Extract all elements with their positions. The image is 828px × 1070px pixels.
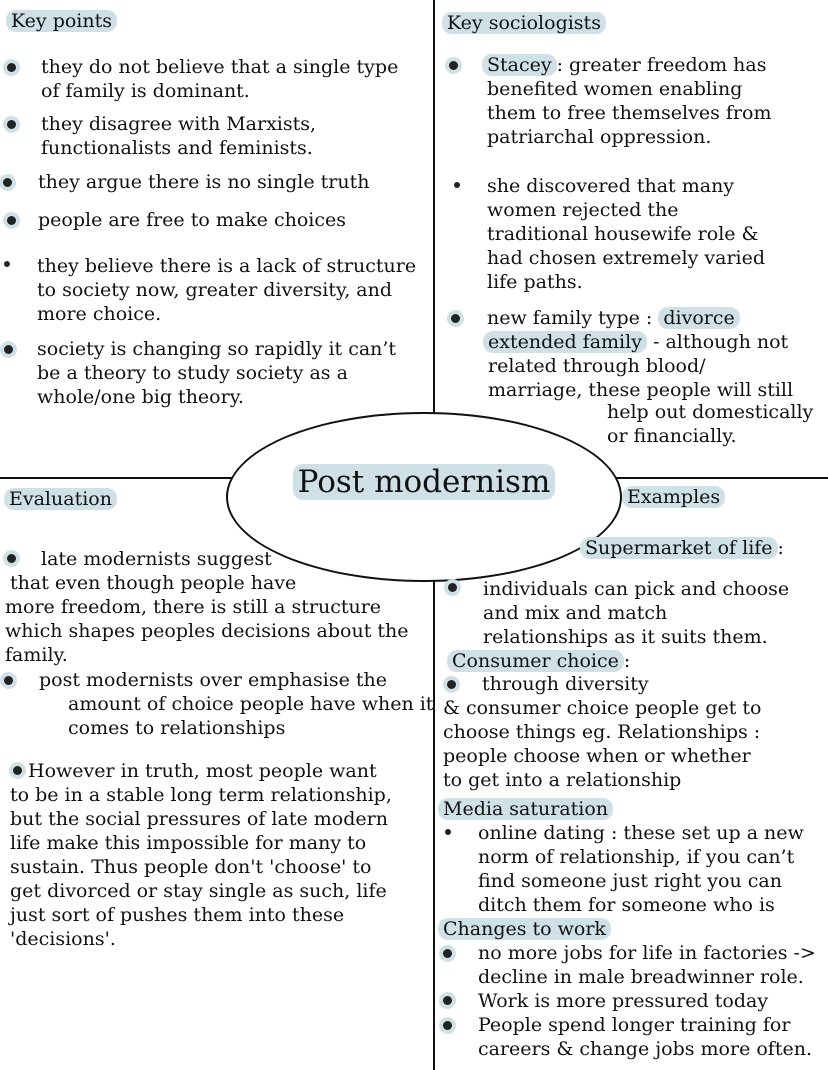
key-points-heading: Key points — [6, 9, 117, 33]
key-point-1-line-1: they do not believe that a single type — [41, 56, 399, 78]
evaluation-1-line-2: that even though people have — [10, 572, 297, 594]
media-line-4: ditch them for someone who is — [478, 894, 775, 916]
key-point-5-line-2: to society now, greater diversity, and — [37, 279, 393, 301]
key-point-1-line-2: of family is dominant. — [41, 80, 250, 102]
key-point-5-line-3: more choice. — [37, 303, 162, 325]
evaluation-3-line-3: but the social pressures of late modern — [10, 808, 388, 830]
evaluation-3-line-1: However in truth, most people want — [28, 760, 377, 782]
key-point-6-line-3: whole/one big theory. — [37, 386, 244, 408]
evaluation-1-line-4: which shapes peoples decisions about the — [5, 620, 409, 642]
bullet — [443, 1021, 452, 1030]
sociologist-2-line-1: she discovered that many — [487, 175, 735, 197]
key-sociologists-heading: Key sociologists — [442, 11, 606, 35]
sociologist-3-line-4: marriage, these people will still — [488, 379, 794, 401]
bullet — [7, 120, 16, 129]
consumer-line-4: people choose when or whether — [443, 745, 751, 767]
sociologist-2-line-2: women rejected the — [487, 199, 679, 221]
bullet — [447, 680, 456, 689]
bullet — [7, 216, 16, 225]
examples-heading: Examples — [622, 485, 725, 509]
stacey-line-1: Stacey : greater freedom has — [482, 53, 766, 77]
evaluation-2-line-1: post modernists over emphasise the — [39, 669, 387, 691]
sociologist-2-line-3: traditional housewife role & — [487, 223, 759, 245]
horizontal-divider-right — [606, 477, 828, 479]
changes-to-work-heading: Changes to work — [438, 917, 611, 941]
bullet — [13, 766, 22, 775]
consumer-line-2: & consumer choice people get to — [443, 697, 762, 719]
bullet — [449, 61, 458, 70]
horizontal-divider-left — [0, 477, 240, 479]
consumer-line-1: through diversity — [482, 673, 649, 695]
key-point-2-line-2: functionalists and feminists. — [41, 137, 313, 159]
sociologist-3-line-6: or financially. — [607, 425, 737, 447]
work-3-line-1: People spend longer training for — [478, 1014, 791, 1036]
sociologist-3-line-5: help out domestically — [607, 401, 814, 423]
evaluation-heading: Evaluation — [4, 487, 117, 511]
bullet — [445, 829, 451, 835]
bullet — [3, 178, 12, 187]
evaluation-2-line-3: comes to relationships — [68, 717, 286, 739]
evaluation-3-line-4: life make this impossible for many to — [10, 832, 367, 854]
evaluation-1-line-3: more freedom, there is still a structure — [5, 596, 382, 618]
evaluation-2-line-2: amount of choice people have when it — [68, 693, 434, 715]
sociologist-3-line-3: related through blood/ — [488, 355, 706, 377]
work-1-line-1: no more jobs for life in factories -> — [478, 942, 816, 964]
sociologist-2-line-5: life paths. — [487, 271, 583, 293]
supermarket-line-2: and mix and match — [483, 602, 668, 624]
bullet — [443, 949, 452, 958]
bullet — [7, 554, 16, 563]
bullet — [4, 345, 13, 354]
media-saturation-heading: Media saturation — [438, 797, 613, 821]
evaluation-3-line-7: just sort of pushes them into these — [10, 904, 345, 926]
supermarket-line-3: relationships as it suits them. — [483, 626, 768, 648]
evaluation-3-line-5: sustain. Thus people don't 'choose' to — [10, 856, 372, 878]
consumer-line-5: to get into a relationship — [443, 769, 682, 791]
stacey-line-3: them to free themselves from — [487, 102, 772, 124]
bullet — [443, 996, 452, 1005]
sociologist-3-line-2: extended family - although not — [483, 330, 788, 354]
evaluation-1-line-5: family. — [5, 644, 68, 666]
supermarket-line-1: individuals can pick and choose — [483, 578, 790, 600]
key-point-6-line-1: society is changing so rapidly it can’t — [37, 338, 397, 360]
key-point-3: they argue there is no single truth — [38, 171, 370, 193]
bullet — [451, 314, 460, 323]
sociologist-3-line-1: new family type : divorce — [487, 306, 740, 330]
consumer-line-3: choose things eg. Relationships : — [443, 721, 761, 743]
key-point-4: people are free to make choices — [38, 209, 346, 231]
stacey-name: Stacey — [482, 54, 557, 76]
bullet — [4, 676, 13, 685]
bullet — [4, 261, 10, 267]
supermarket-heading: Supermarket of life : — [580, 536, 784, 560]
evaluation-3-line-2: to be in a stable long term relationship, — [10, 784, 392, 806]
work-1-line-2: decline in male breadwinner role. — [478, 966, 804, 988]
bullet — [448, 583, 457, 592]
work-2: Work is more pressured today — [478, 990, 769, 1012]
stacey-line-2: benefited women enabling — [487, 78, 743, 100]
page-title: Post modernism — [226, 462, 622, 502]
evaluation-3-line-8: 'decisions'. — [10, 928, 116, 950]
sociologist-2-line-4: had chosen extremely varied — [487, 247, 766, 269]
evaluation-1-line-1: late modernists suggest — [41, 548, 272, 570]
stacey-line-4: patriarchal oppression. — [487, 126, 712, 148]
key-point-6-line-2: be a theory to study society as a — [37, 362, 348, 384]
media-line-2: norm of relationship, if you can’t — [478, 846, 795, 868]
media-line-1: online dating : these set up a new — [478, 822, 804, 844]
bullet — [7, 63, 16, 72]
key-point-5-line-1: they believe there is a lack of structure — [37, 255, 417, 277]
consumer-choice-heading: Consumer choice : — [447, 649, 630, 673]
media-line-3: find someone just right you can — [478, 870, 782, 892]
bullet — [454, 182, 460, 188]
evaluation-3-line-6: get divorced or stay single as such, life — [10, 880, 387, 902]
work-3-line-2: careers & change jobs more often. — [478, 1038, 812, 1060]
key-point-2-line-1: they disagree with Marxists, — [41, 113, 317, 135]
